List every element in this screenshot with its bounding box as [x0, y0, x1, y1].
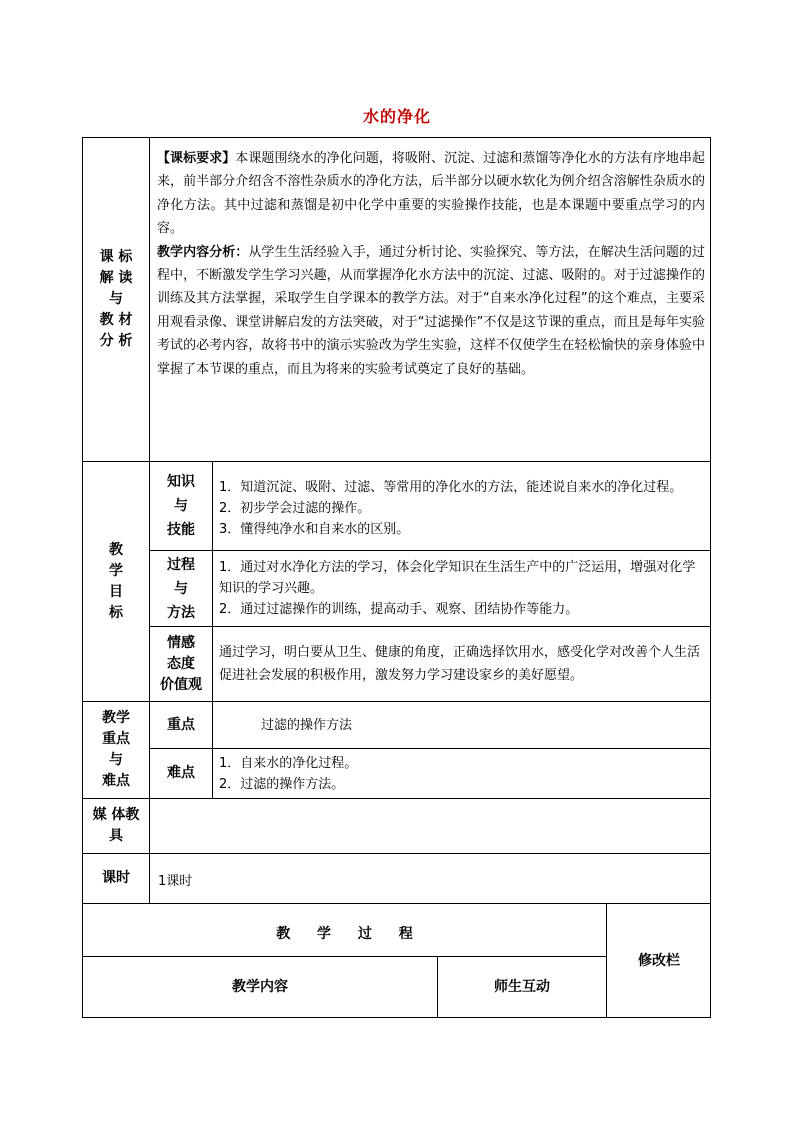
label-line: 价值观: [160, 676, 202, 693]
label-line: 重点: [102, 731, 130, 747]
list-item: 1．通过对水净化方法的学习，体会化学知识在生活生产中的广泛运用，增强对化学知识的学习兴趣。: [219, 560, 696, 596]
knowledge-skills-label: [149, 461, 212, 550]
label-line: 与: [174, 580, 188, 597]
label-line: 知识: [167, 474, 195, 490]
label-line: 与: [174, 498, 188, 514]
label-line: 课 标: [99, 249, 133, 265]
label-line: 教学: [102, 710, 130, 726]
analysis-content: [149, 137, 711, 461]
list-item: 2．初步学会过滤的操作。: [219, 501, 371, 516]
revision-column-header: 修改栏: [606, 903, 711, 1018]
hours-label: 课时: [82, 853, 149, 903]
objectives-label: [82, 461, 149, 701]
list-item: 1．自来水的净化过程。: [219, 756, 358, 771]
curriculum-text: 本课题围绕水的净化问题，将吸附、沉淀、过滤和蒸馏等净化水的方法有序地串起来，前半部分介绍含不溶性杂质水的净化方法，后半部分以硬水软化为例介绍含溶解性杂质水的净化方法。其中过滤和蒸馏是初中化学中重要的实验操作技能，也是本课题中要重点学习的内容。: [157, 151, 705, 237]
page-title: 水的净化: [362, 107, 431, 126]
focus-label: [82, 701, 149, 798]
teaching-content-header: 教学内容: [82, 956, 437, 1018]
content-analysis-text: 从学生生活经验入手，通过分析讨论、实验探究、等方法，在解决生活问题的过程中，不断激发学生学习兴趣，从而掌握净化水方法中的沉淀、过滤、吸附的。对于过滤操作的训练及其方法掌握，采取学生自学课本的教学方法。对于“自来水净化过程”的这个难点，主要采用观看录像、课堂讲解启发的方法突破，对于“过滤操作”不仅是这节课的重点，而且是每年实验考试的必考内容，故将书中的演示实验改为学生实验，这样不仅使学生在轻松愉快的亲身体验中掌握了本节课的重点，而且为将来的实验考试奠定了良好的基础。: [157, 244, 705, 377]
difficult-point-list: [212, 748, 711, 798]
label-line: 目: [109, 583, 123, 600]
knowledge-skills-list: [212, 461, 711, 550]
media-label: [82, 798, 149, 853]
label-line: 过程: [167, 556, 195, 573]
curriculum-paragraph: [157, 147, 705, 241]
key-point-text: 过滤的操作方法: [212, 701, 711, 748]
attitude-values-text: 通过学习，明白要从卫生、健康的角度，正确选择饮用水，感受化学对改善个人生活促进社会发展的积极作用，激发努力学习建设家乡的美好愿望。: [212, 626, 711, 701]
curriculum-heading: 【课标要求】: [157, 151, 236, 166]
label-line: 标: [109, 604, 123, 621]
label-line: 教: [109, 541, 123, 558]
hours-value: 1课时: [149, 853, 711, 903]
label-line: 学: [109, 562, 123, 579]
process-method-label: [149, 550, 212, 626]
teacher-student-interaction-header: 师生互动: [437, 956, 606, 1018]
label-line: 难点: [102, 773, 130, 789]
difficult-point-label: 难点: [149, 748, 212, 798]
content-analysis-paragraph: [157, 241, 705, 381]
key-point-label: 重点: [149, 701, 212, 748]
label-line: 具: [109, 828, 123, 844]
attitude-values-label: [149, 626, 212, 701]
label-line: 方法: [167, 604, 195, 621]
teaching-process-header: 教 学 过 程: [82, 903, 606, 956]
label-line: 态度: [167, 655, 195, 672]
label-line: 与: [109, 291, 123, 307]
list-item: 3．懂得纯净水和自来水的区别。: [219, 522, 410, 537]
label-line: 与: [109, 752, 123, 768]
label-line: 技能: [167, 522, 195, 538]
label-line: 教 材: [99, 312, 133, 328]
process-method-list: [212, 550, 711, 626]
analysis-label: [82, 137, 149, 461]
content-analysis-heading: 教学内容分析：: [157, 244, 249, 260]
label-line: 解 读: [99, 270, 133, 286]
list-item: 2．通过过滤操作的训练，提高动手、观察、团结协作等能力。: [219, 602, 579, 617]
label-line: 情感: [167, 634, 195, 651]
label-line: 媒 体教: [92, 807, 140, 823]
media-value: [149, 798, 711, 853]
label-line: 分 析: [99, 333, 133, 349]
list-item: 2．过滤的操作方法。: [219, 777, 345, 792]
list-item: 1．知道沉淀、吸附、过滤、等常用的净化水的方法，能述说自来水的净化过程。: [219, 480, 683, 495]
